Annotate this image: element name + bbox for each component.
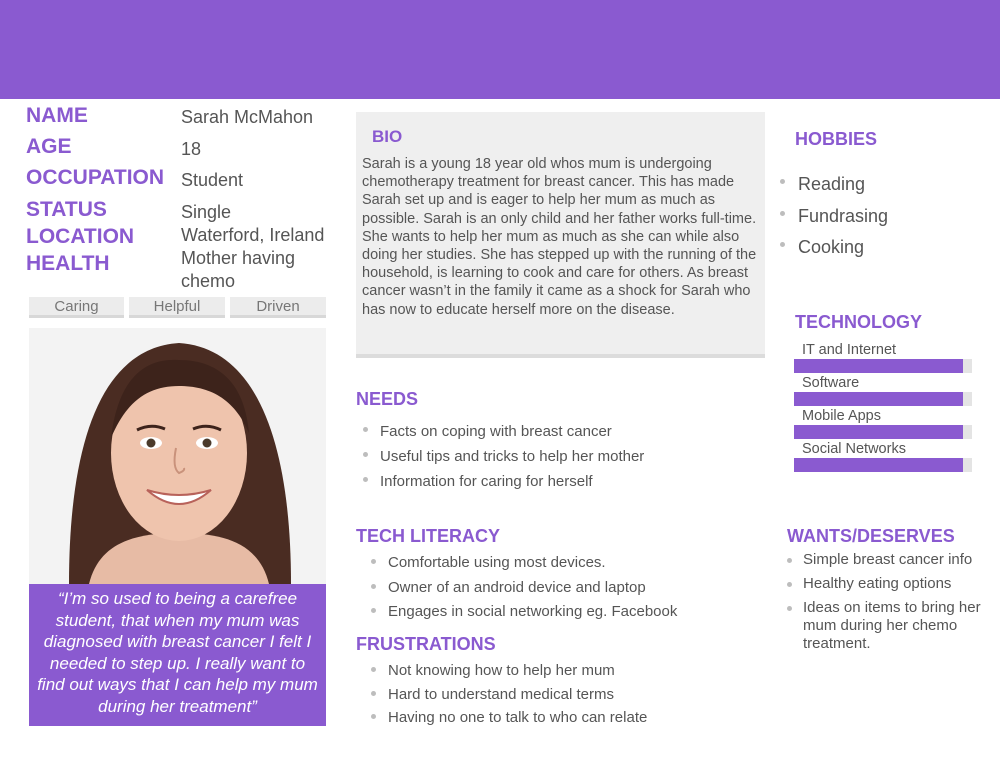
status-label: STATUS [26,198,107,221]
tech-level-track [794,425,972,439]
tech-literacy-title: TECH LITERACY [356,526,500,546]
tech-level-fill [794,392,963,406]
technology-title: TECHNOLOGY [795,312,923,332]
hobbies-list [780,169,888,264]
health-label: HEALTH [26,252,110,275]
tech-item-social-networks [794,441,972,472]
needs-title: NEEDS [356,389,419,409]
tech-label: Mobile Apps [802,408,881,424]
wants-list [787,551,992,659]
health-value: Mother having chemo [181,248,296,291]
persona-photo [29,328,326,584]
tech-level-track [794,392,972,406]
tech-item-software [794,375,972,406]
trait-helpful: Helpful [129,297,225,318]
hobbies-title: HOBBIES [795,129,878,149]
age-label: AGE [26,135,72,158]
tech-label: Software [802,375,860,391]
status-value: Single [181,202,232,222]
tech-label: IT and Internet [802,342,897,358]
portrait-illustration [29,328,326,584]
list-item: Cooking [780,232,888,264]
trait-driven: Driven [230,297,326,318]
list-item: Simple breast cancer info [787,551,992,569]
wants-title: WANTS/DESERVES [787,526,955,546]
occupation-value: Student [181,170,244,190]
occupation-label: OCCUPATION [26,166,165,189]
tech-level-track [794,458,972,472]
list-item: Not knowing how to help her mum [364,659,647,683]
persona-quote: “I’m so used to being a carefree student, that when my mum was diagnosed with breast cancer I felt I needed to step up. I really want to find out ways that I can help my mum during her treatment” [29,584,326,726]
needs-list [356,419,644,494]
list-item: Engages in social networking eg. Facebook [364,600,677,625]
tech-item-it-internet [794,342,972,373]
location-label: LOCATION [26,225,135,248]
list-item: Ideas on items to bring her mum during her chemo treatment. [787,599,992,653]
location-value: Waterford, Ireland [181,225,325,245]
tech-level-track [794,359,972,373]
tech-literacy-list [364,551,677,625]
list-item: Healthy eating options [787,575,992,593]
list-item: Fundrasing [780,201,888,233]
bio-panel [356,112,765,358]
list-item: Comfortable using most devices. [364,551,677,576]
list-item: Facts on coping with breast cancer [356,419,644,444]
name-label: NAME [26,104,88,127]
bio-title: BIO [372,127,403,146]
list-item: Useful tips and tricks to help her mother [356,444,644,469]
frustrations-title: FRUSTRATIONS [356,634,496,654]
list-item: Having no one to talk to who can relate [364,706,647,730]
list-item: Owner of an android device and laptop [364,576,677,601]
list-item: Reading [780,169,888,201]
bio-text: Sarah is a young 18 year old whos mum is undergoing chemotherapy treatment for breast cancer. This has made Sarah set up and is eager to help her mum as much as possible. Sarah is an only child and her father works full-time. She wants to help her mum as much as she can while also doing her studies. She has stepped up with the running of the household, is learning to cook and care for others. As breast cancer wasn’t in the family it came as a shock for Sarah who has now to educate herself more on the disease. [362,156,757,318]
tech-label: Social Networks [802,441,906,457]
age-value: 18 [181,139,202,159]
tech-item-mobile-apps [794,408,972,439]
frustrations-list [364,659,647,730]
header-banner [0,0,1000,99]
trait-caring: Caring [29,297,124,318]
tech-level-fill [794,458,963,472]
list-item: Hard to understand medical terms [364,683,647,707]
name-value: Sarah McMahon [181,107,314,127]
list-item: Information for caring for herself [356,469,644,494]
tech-level-fill [794,425,963,439]
tech-level-fill [794,359,963,373]
